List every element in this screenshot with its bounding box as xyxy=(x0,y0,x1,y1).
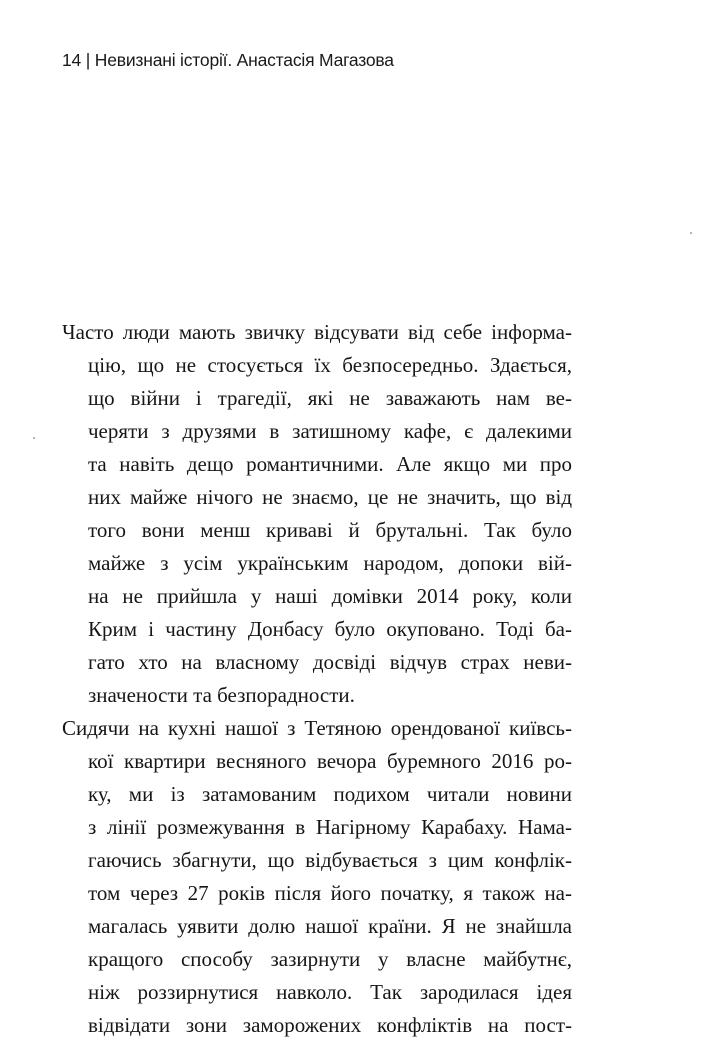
text-line: з лінії розмежування в Нагірному Карабаху. Нама- xyxy=(88,815,572,839)
text-line: черяти з друзями в затишному кафе, є далекими xyxy=(88,419,572,443)
body-text xyxy=(62,316,572,1042)
paragraph-2 xyxy=(62,712,572,1042)
text-line: відвідати зони заморожених конфліктів на пост- xyxy=(88,1013,572,1037)
text-line: значености та безпорадности. xyxy=(88,683,355,707)
header-separator: | xyxy=(85,50,91,70)
text-line: того вони менш криваві й брутальні. Так було xyxy=(88,518,572,542)
text-line: на не прийшла у наші домівки 2014 року, коли xyxy=(88,584,572,608)
scan-speck xyxy=(690,232,692,234)
text-line: що війни і трагедії, які не заважають нам ве- xyxy=(88,386,572,410)
page-number: 14 xyxy=(62,50,82,70)
text-line: та навіть дещо романтичними. Але якщо ми про xyxy=(88,452,572,476)
text-line: них майже нічого не знаємо, це не значить, що від xyxy=(88,485,572,509)
text-line: том через 27 років після його початку, я також на- xyxy=(88,881,572,905)
text-line: гаючись збагнути, що відбувається з цим конфлік- xyxy=(88,848,572,872)
text-line: гато хто на власному досвіді відчув страх неви- xyxy=(88,650,572,674)
text-line: майже з усім українським народом, допоки вій- xyxy=(88,551,572,575)
text-line: цію, що не стосується їх безпосередньо. Здається, xyxy=(88,353,572,377)
text-line: Часто люди мають звичку відсувати від себе інформа- xyxy=(62,320,572,344)
text-line: кращого способу зазирнути у власне майбутнє, xyxy=(88,947,572,971)
text-line: магалась уявити долю нашої країни. Я не знайшла xyxy=(88,914,572,938)
scan-speck xyxy=(33,437,35,439)
text-line: Сидячи на кухні нашої з Тетяною орендованої київсь- xyxy=(62,716,572,740)
text-line: Крим і частину Донбасу було окуповано. Тоді ба- xyxy=(88,617,572,641)
text-line: кої квартири весняного вечора буремного 2016 ро- xyxy=(88,749,572,773)
text-line: ніж роззирнутися навколо. Так зародилася ідея xyxy=(88,980,572,1004)
running-head xyxy=(62,50,394,71)
book-title: Невизнані історії. Анастасія Магазова xyxy=(94,50,394,70)
text-line: ку, ми із затамованим подихом читали новини xyxy=(88,782,572,806)
paragraph-1 xyxy=(62,316,572,712)
